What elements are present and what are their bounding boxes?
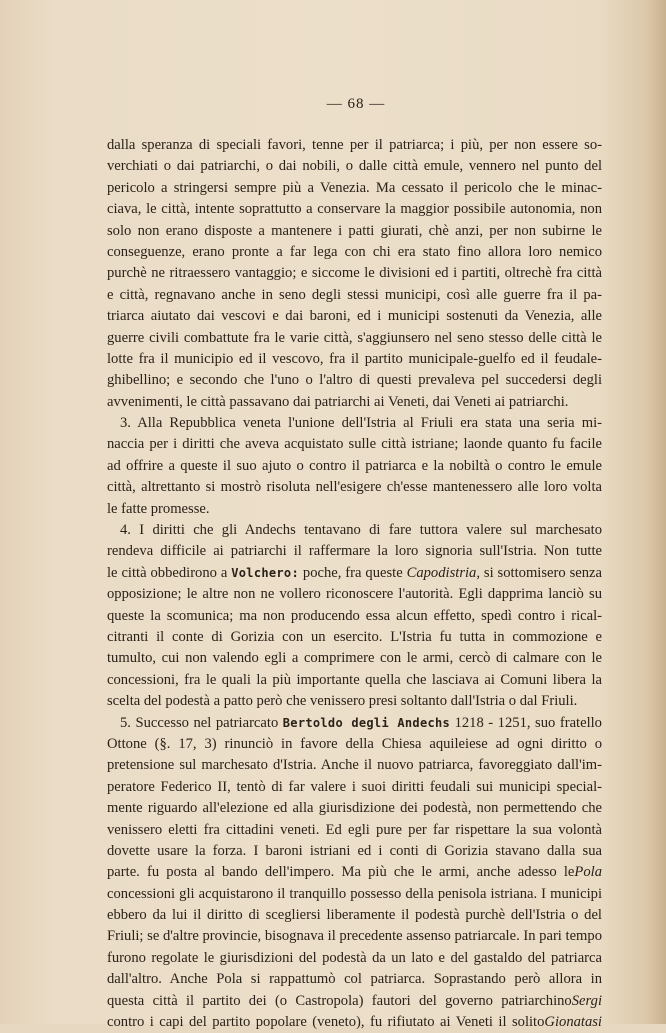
text-line: pericolo a stringersi sempre più a Venezia. Ma cessato il pericolo che le minac-	[107, 179, 602, 196]
bold-name: Volchero:	[231, 565, 299, 580]
text-line: verchiati o dai patriarchi, o dai nobili, o dalle città emule, vennero nel punto del	[107, 158, 602, 175]
text-line: scelta del podestà a patto però che venissero presi soltanto dall'Istria o dal Friuli.	[107, 693, 578, 710]
text-line: concessioni, fra le quali la più importante quella che lasciava ai Comuni libera la	[107, 671, 602, 688]
text-line: mente riguardo all'elezione ed alla giurisdizione dei podestà, non permettendo che	[107, 800, 602, 817]
text-line: ad offrire a queste il suo ajuto o contro il patriarca e la nobiltà o contro le emule	[107, 457, 602, 474]
text-line: dovette usare la forza. I baroni istriani ed i conti di Gorizia stavano dalla sua	[107, 842, 602, 859]
text-line: furono regolate le giurisdizioni del podestà da un lato e del gastaldo del patriarca	[107, 949, 602, 966]
text-line: guerre civili combattute fra le varie città, s'aggiunsero nel seno stesso delle città le	[107, 329, 602, 346]
text-segment: 5. Successo nel patriarcato	[120, 714, 283, 731]
text-segment: parte.	[107, 864, 147, 881]
text-line: dall'altro. Anche Pola si rappattumò col patriarca. Soprastando però allora in	[107, 971, 602, 988]
text-line: citranti il conte di Gorizia con un esercito. L'Istria fu tutta in commozione e	[107, 628, 602, 645]
text-line: peratore Federico II, tentò di far valere i suoi diritti feudali sui municipi special-	[107, 778, 602, 795]
body-text	[107, 135, 602, 1033]
text-segment: capi del partito popolare (veneto), fu rifiutato ai Veneti il solito	[159, 1014, 545, 1031]
text-segment: fu posta al bando dell'impero. Ma più che le armi, anche adesso le	[146, 864, 575, 881]
text-segment: poche, fra queste	[298, 564, 407, 581]
text-line: Ottone (§. 17, 3) rinunciò in favore della Chiesa aquileiese ad ogni diritto o	[107, 735, 602, 752]
text-line: triarca aiutato dai vescovi e dai baroni, ed i municipi sostenuti da Venezia, alle	[107, 308, 602, 325]
text-segment: le città obbedirono a	[107, 564, 232, 581]
text-line: opposizione; le altre non ne vollero riconoscere l'autorità. Egli dapprima lanciò su	[107, 586, 602, 603]
text-line: ghibellino; e secondo che l'uno o l'altro di questi prevaleva pel succedersi degli	[107, 372, 602, 389]
text-line	[107, 563, 602, 584]
text-line: le fatte promesse.	[107, 500, 210, 517]
text-line: città, altrettanto si mostrò risoluta nell'esigere ch'esse mantenessero alle loro volta	[107, 479, 602, 496]
text-line	[107, 713, 602, 734]
text-line: Friuli; se d'altre provincie, bisognava il precedente assenso patriarcale. In pari tempo	[107, 928, 602, 945]
text-line: purchè ne ritraessero vantaggio; e siccome le divisioni ed i partiti, oltrechè fra città	[107, 265, 602, 282]
text-line: queste la scomunica; ma non producendo essa alcun effetto, spedì contro i rical-	[107, 607, 602, 624]
italic-name: Gionatasi	[544, 1014, 602, 1031]
text-segment: questa città il partito dei	[107, 992, 275, 1009]
text-line: dalla speranza di speciali favori, tenne per il patriarca; i più, per non essere so-	[107, 137, 602, 153]
text-line	[107, 862, 602, 883]
text-line	[107, 1012, 602, 1033]
text-line	[107, 991, 602, 1012]
text-segment: si sottomisero senza	[480, 564, 602, 581]
text-line: tumulto, cui non valendo egli a comprimere con le armi, cercò di calmare con le	[107, 650, 602, 667]
text-line: avvenimenti, le città passavano dai patriarchi ai Veneti, dai Veneti ai patriarchi.	[107, 393, 569, 410]
text-line: ebbero da lui il diritto di scegliersi liberamente il podestà purchè dell'Istria o del	[107, 907, 602, 924]
text-segment: 1218 - 1251, suo fratello	[450, 714, 602, 731]
text-line: concessioni gli acquistarono il tranquillo possesso della penisola istriana. I municipi	[107, 885, 602, 902]
text-line: pretensione sul marchesato d'Istria. Anche il nuovo patriarca, favoreggiato dall'im-	[107, 757, 602, 774]
text-segment: contro i	[107, 1014, 160, 1031]
bold-name: Bertoldo degli Andechs	[282, 715, 451, 730]
text-line: conseguenze, erano pronte a far lega con chi era stato fino allora loro nemico	[107, 243, 602, 260]
text-line: rendeva difficile ai patriarchi il raffermare la loro signoria sull'Istria. Non tutte	[107, 543, 602, 560]
text-line: naccia per i diritti che aveva acquistato sulle città istriane; laonde quanto fu facile	[107, 436, 602, 453]
text-line: 4. I diritti che gli Andechs tentavano di fare tuttora valere sul marchesato	[120, 522, 602, 539]
text-line: e città, regnavano anche in seno degli stessi municipi, così alle guerre fra il pa-	[107, 286, 602, 303]
text-line: lotte fra il municipio ed il vescovo, fra il partito municipale-guelfo ed il feudale-	[107, 350, 602, 367]
page-number: — 68 —	[326, 96, 386, 112]
text-line: ciava, le città, intente soprattutto a conservare la maggior possibile autonomia, non	[107, 201, 602, 218]
italic-name: Pola	[574, 864, 602, 881]
text-line: solo non erano disposte a mantenere i patti giurati, chè anzi, per non subirne le	[107, 222, 602, 239]
italic-name: Sergi	[571, 992, 602, 1009]
italic-name: Capodistria,	[406, 564, 480, 581]
text-segment: (o Castropola) fautori del governo patriarchino	[274, 992, 572, 1009]
text-line: 3. Alla Repubblica veneta l'unione dell'Istria al Friuli era stata una seria mi-	[120, 415, 602, 432]
text-line: venissero eletti fra cittadini veneti. Ed egli pure per far rispettare la sua volontà	[107, 821, 602, 838]
